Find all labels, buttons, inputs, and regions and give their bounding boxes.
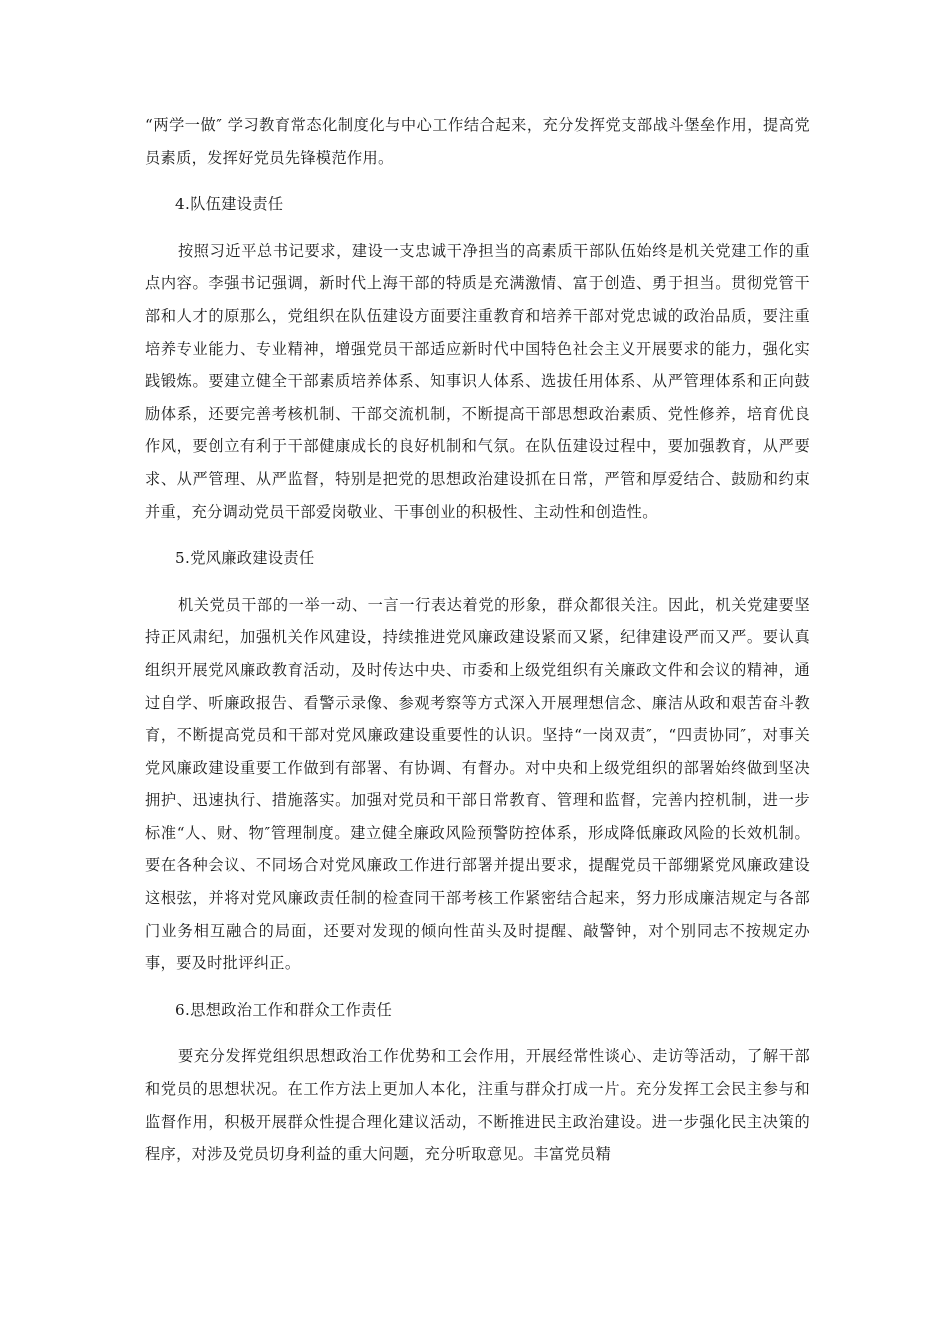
section-heading-6: 6.思想政治工作和群众工作责任 [175, 1000, 393, 1019]
paragraph-ideological-work: 要充分发挥党组织思想政治工作优势和工会作用，开展经常性谈心、走访等活动，了解干部和党员的思想状况。在工作方法上更加人本化，注重与群众打成一片。充分发挥工会民主参与和监督作用，积极开展群众性提合理化建议活动，不断推进民主政治建设。进一步强化民主决策的程序，对涉及党员切身利益的重大问题，充分听取意见。丰富党员精 [145, 1047, 810, 1164]
section-heading-5: 5.党风廉政建设责任 [175, 549, 315, 568]
paragraph-intro: “两学一做″ 学习教育常态化制度化与中心工作结合起来，充分发挥党支部战斗堡垒作用，提高党员素质，发挥好党员先锋模范作用。 [145, 116, 810, 167]
paragraph-team-building: 按照习近平总书记要求，建设一支忠诚干净担当的高素质干部队伍始终是机关党建工作的重点内容。李强书记强调，新时代上海干部的特质是充满激情、富于创造、勇于担当。贯彻党管干部和人才的原那么，党组织在队伍建设方面要注重教育和培养干部对党忠诚的政治品质，要注重培养专业能力、专业精神，增强党员干部适应新时代中国特色社会主义开展要求的能力，强化实践锻炼。要建立健全干部素质培养体系、知事识人体系、选拔任用体系、从严管理体系和正向鼓励体系，还要完善考核机制、干部交流机制，不断提高干部思想政治素质、党性修养，培育优良作风，要创立有利于干部健康成长的良好机制和气氛。在队伍建设过程中，要加强教育，从严要求、从严管理、从严监督，特别是把党的思想政治建设抓在日常，严管和厚爱结合、鼓励和约束并重，充分调动党员干部爱岗敬业、干事创业的积极性、主动性和创造性。 [145, 241, 810, 521]
document-page [145, 109, 810, 1171]
paragraph-integrity: 机关党员干部的一举一动、一言一行表达着党的形象，群众都很关注。因此，机关党建要坚持正风肃纪，加强机关作风建设，持续推进党风廉政建设紧而又紧，纪律建设严而又严。要认真组织开展党风廉政教育活动，及时传达中央、市委和上级党组织有关廉政文件和会议的精神，通过自学、听廉政报告、看警示录像、参观考察等方式深入开展理想信念、廉洁从政和艰苦奋斗教育，不断提高党员和干部对党风廉政建设重要性的认识。坚持“一岗双责″，“四责协同″，对事关党风廉政建设重要工作做到有部署、有协调、有督办。对中央和上级党组织的部署始终做到坚决拥护、迅速执行、措施落实。加强对党员和干部日常教育、管理和监督，完善内控机制，进一步标准“人、财、物″管理制度。建立健全廉政风险预警防控体系，形成降低廉政风险的长效机制。要在各种会议、不同场合对党风廉政工作进行部署并提出要求，提醒党员干部绷紧党风廉政建设这根弦，并将对党风廉政责任制的检查同干部考核工作紧密结合起来，努力形成廉洁规定与各部门业务相互融合的局面，还要对发现的倾向性苗头及时提醒、敲警钟，对个别同志不按规定办事，要及时批评纠正。 [145, 595, 810, 973]
section-heading-4: 4.队伍建设责任 [175, 195, 284, 214]
